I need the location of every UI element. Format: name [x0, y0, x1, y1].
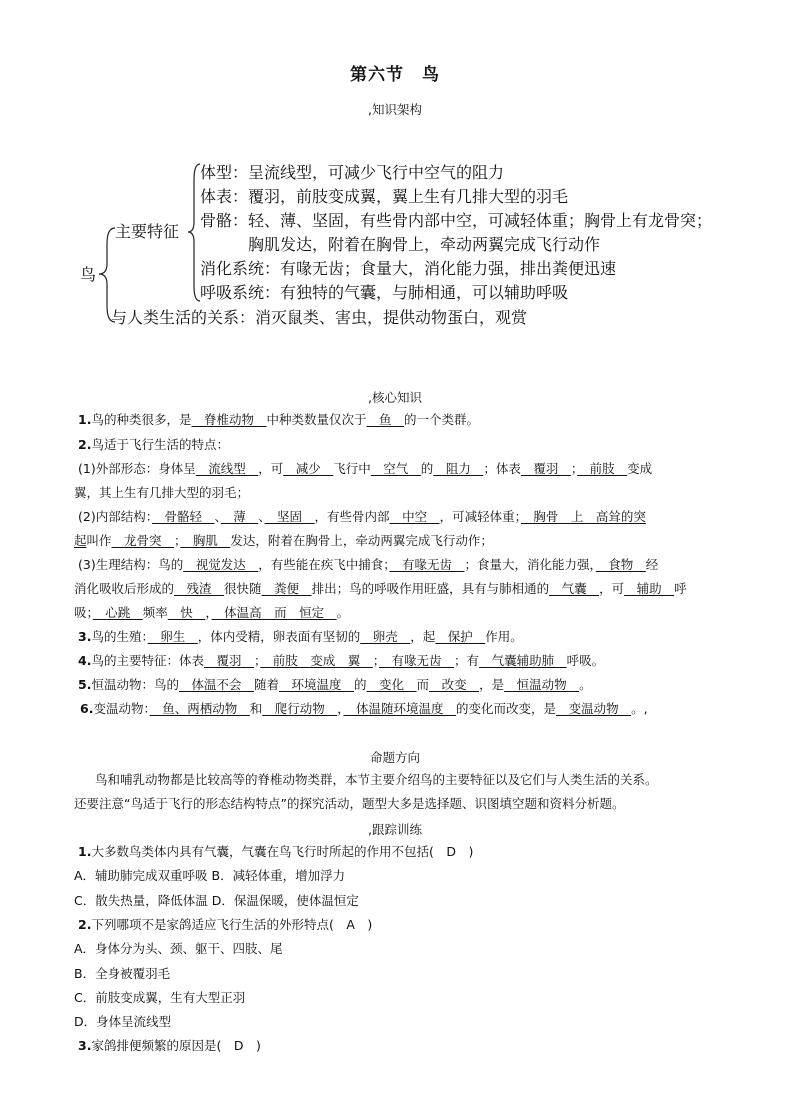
direction-heading: 命题方向 [369, 750, 420, 765]
training-text: 家鸽排便频繁的原因是( D ) [91, 1038, 261, 1054]
training-line [74, 990, 245, 1006]
core-text: 的 [420, 461, 434, 476]
core-text: 的变化而改变，是 [456, 701, 557, 716]
answer-blank: 胸肌 [180, 533, 231, 548]
answer-blank: 薄 [220, 509, 259, 524]
core-text: ，有些骨内部 [314, 509, 390, 524]
answer-blank: 覆羽 [520, 461, 571, 476]
core-text: 鸟适于飞行生活的特点： [91, 437, 229, 452]
core-text: ； [253, 653, 261, 668]
core-line [80, 701, 648, 717]
item-number: 4. [78, 653, 92, 668]
answer-blank: 食物 [595, 557, 646, 572]
core-text: ，可 [258, 461, 284, 476]
core-text: 变温动物： [93, 701, 150, 716]
core-text: (2)内部结构： [78, 509, 152, 524]
core-text: 叫作 [86, 533, 112, 548]
answer-blank: 起 [74, 533, 87, 548]
feature-body-surface: 体表：覆羽，前肢变成翼，翼上生有几排大型的羽毛 [200, 187, 569, 206]
core-text: 。 [336, 605, 350, 620]
core-text: ，有些能在疾飞中捕食； [258, 557, 390, 572]
answer-blank: 胸骨 上 高耸的突 [520, 509, 646, 524]
direction-line: 鸟和哺乳动物都是比较高等的脊椎动物类群，本节主要介绍鸟的主要特征以及它们与人类生活的关系。 [95, 772, 658, 787]
training-text: 下列哪项不是家鸽适应飞行生活的外形特点( A ) [91, 916, 373, 932]
core-text: 随着 [253, 677, 279, 692]
feature-bones-cont: 胸肌发达，附着在胸骨上，牵动两翼完成飞行动作 [248, 235, 601, 254]
answer-blank: 坚固 [264, 509, 315, 524]
core-text: 频率 [142, 605, 168, 620]
answer-blank: 流线型 [195, 461, 259, 476]
core-text: 。, [631, 701, 648, 716]
core-text: (3)生理结构：鸟的 [78, 557, 184, 572]
item-number: 6. [80, 701, 94, 716]
core-text: 而 [416, 677, 430, 692]
page-title: 第六节 鸟 [350, 65, 440, 85]
core-text: ； [570, 461, 578, 476]
answer-blank: 心跳 [92, 605, 143, 620]
answer-blank: 恒温动物 [504, 677, 580, 692]
answer-blank: 辅助 [624, 581, 675, 596]
feature-body-shape: 体型：呈流线型，可减少飞行中空气的阻力 [200, 163, 505, 182]
training-heading: ,跟踪训练 [368, 822, 422, 837]
answer-blank: 粪便 [261, 581, 312, 596]
answer-blank: 体温高 而 恒定 [211, 605, 337, 620]
item-number: 2. [78, 437, 92, 452]
core-text: ，是 [479, 677, 505, 692]
direction-line: 还要注意“鸟适于飞行的形态结构特点”的探究活动，题型大多是选择题、识图填空题和资料分析题。 [74, 796, 625, 811]
core-heading: ,核心知识 [368, 390, 422, 405]
core-line [78, 653, 604, 669]
core-text: 吸； [74, 605, 93, 620]
core-text: 中种类数量仅次于 [266, 412, 367, 427]
core-text: ，可 [599, 581, 625, 596]
framework-heading: ,知识架构 [368, 102, 422, 117]
core-text: 很快随 [224, 581, 262, 596]
answer-blank: 体温不会 [178, 677, 254, 692]
core-text: 、 [214, 509, 221, 524]
main-features-label: 主要特征 [115, 222, 180, 241]
core-text: ； [372, 653, 380, 668]
core-text: ； [174, 533, 181, 548]
item-number: 5. [78, 677, 92, 692]
answer-blank: 前肢 [577, 461, 628, 476]
answer-blank: 体温随环境温度 [343, 701, 457, 716]
training-line [78, 1038, 261, 1054]
core-line [78, 677, 592, 693]
core-text: 的一个类群。 [404, 412, 480, 427]
core-text: ， [337, 701, 344, 716]
question-number: 2. [78, 916, 92, 932]
core-line [74, 485, 249, 501]
answer-blank: 减少 [283, 461, 334, 476]
training-text: A．辅助肺完成双重呼吸 B．减轻体重，增加浮力 [74, 868, 346, 884]
training-line [74, 1014, 171, 1030]
core-text: 的 [354, 677, 367, 692]
core-text: 排出；鸟的呼吸作用旺盛，具有与肺相通的 [311, 581, 550, 596]
core-text: ，起 [410, 629, 436, 644]
core-text: 飞行中 [333, 461, 371, 476]
answer-blank: 变化 [366, 677, 417, 692]
training-line [74, 966, 170, 982]
answer-blank: 卵壳 [360, 629, 411, 644]
core-text: ，可减轻体重； [439, 509, 521, 524]
answer-blank: 有喙无齿 [389, 557, 465, 572]
training-line [74, 868, 345, 884]
core-text: (1)外部形态：身体呈 [78, 461, 196, 476]
question-number: 1. [78, 844, 92, 859]
core-line [78, 412, 479, 428]
answer-blank: 保护 [435, 629, 486, 644]
item-number: 3. [78, 629, 92, 644]
training-text: 大多数鸟类体内具有气囊，气囊在鸟飞行时所起的作用不包括( D ) [91, 844, 474, 859]
core-text: 呼 [674, 581, 687, 596]
answer-blank: 阻力 [433, 461, 484, 476]
core-text: 和 [249, 701, 263, 716]
answer-blank: 空气 [370, 461, 421, 476]
answer-blank: 改变 [429, 677, 480, 692]
answer-blank: 中空 [389, 509, 440, 524]
training-text: D．身体呈流线型 [74, 1014, 172, 1030]
core-line [78, 629, 523, 645]
answer-blank: 卵生 [147, 629, 198, 644]
answer-blank: 鱼 [366, 412, 405, 427]
core-text: 恒温动物：鸟的 [91, 677, 179, 692]
core-text: 经 [645, 557, 659, 572]
core-text: 呼吸。 [566, 653, 605, 668]
answer-blank: 环境温度 [279, 677, 355, 692]
core-line [78, 461, 652, 477]
core-line [78, 557, 658, 573]
answer-blank: 鱼、两栖动物 [149, 701, 250, 716]
core-text: ，体内受精，卵表面有坚韧的 [197, 629, 361, 644]
answer-blank: 覆羽 [203, 653, 254, 668]
answer-blank: 骨骼轻 [151, 509, 215, 524]
answer-blank: 爬行动物 [262, 701, 338, 716]
core-text: ， [205, 605, 212, 620]
training-text: B．全身被覆羽毛 [74, 965, 171, 981]
core-text: 变成 [627, 461, 653, 476]
core-line [74, 605, 349, 621]
core-text: 、 [258, 509, 265, 524]
training-line [74, 893, 359, 909]
relation-to-humans: 与人类生活的关系：消灭鼠类、害虫，提供动物蛋白，观赏 [111, 308, 528, 327]
core-text: 鸟的生殖： [91, 629, 148, 644]
core-text: 鸟的主要特征：体表 [91, 653, 204, 668]
answer-blank: 变温动物 [556, 701, 632, 716]
training-line [78, 844, 473, 860]
core-text: ；有 [454, 653, 480, 668]
core-text: 消化吸收后形成的 [74, 581, 175, 596]
feature-respiration: 呼吸系统：有独特的气囊，与肺相通，可以辅助呼吸 [200, 283, 569, 302]
question-number: 3. [78, 1038, 92, 1054]
answer-blank: 气囊 [549, 581, 600, 596]
answer-blank: 前肢 变成 翼 [260, 653, 373, 668]
answer-blank: 残渣 [174, 581, 225, 596]
core-text: 。 [579, 677, 592, 692]
core-text: 发达，附着在胸骨上，牵动两翼完成飞行动作； [230, 533, 493, 548]
training-text: C．前肢变成翼，生有大型正羽 [74, 989, 246, 1005]
training-text: C．散失热量，降低体温 D．保温保暖，使体温恒定 [74, 892, 359, 908]
feature-digestion: 消化系统：有喙无齿；食量大，消化能力强，排出粪便迅速 [200, 259, 617, 278]
core-text: 翼，其上生有几排大型的羽毛； [74, 485, 250, 500]
core-line [74, 533, 493, 549]
core-line [78, 509, 646, 525]
answer-blank: 龙骨突 [111, 533, 175, 548]
answer-blank: 视觉发达 [183, 557, 259, 572]
core-line [74, 581, 687, 597]
core-text: 作用。 [485, 629, 523, 644]
training-text: A．身体分为头、颈、躯干、四肢、尾 [74, 941, 283, 957]
tree-root: 鸟 [80, 265, 97, 284]
item-number: 1. [78, 412, 92, 427]
answer-blank: 气囊辅助肺 [479, 653, 567, 668]
answer-blank: 脊椎动物 [191, 412, 267, 427]
core-line [78, 437, 229, 453]
feature-bones: 骨骼：轻、薄、坚固，有些骨内部中空，可减轻体重；胸骨上有龙骨突； [200, 211, 713, 230]
training-line [78, 917, 372, 933]
training-line [74, 941, 283, 957]
answer-blank: 快 [167, 605, 206, 620]
core-text: 鸟的种类很多，是 [91, 412, 192, 427]
core-text: ；食量大，消化能力强， [464, 557, 596, 572]
core-text: ；体表 [483, 461, 521, 476]
answer-blank: 有喙无齿 [379, 653, 455, 668]
